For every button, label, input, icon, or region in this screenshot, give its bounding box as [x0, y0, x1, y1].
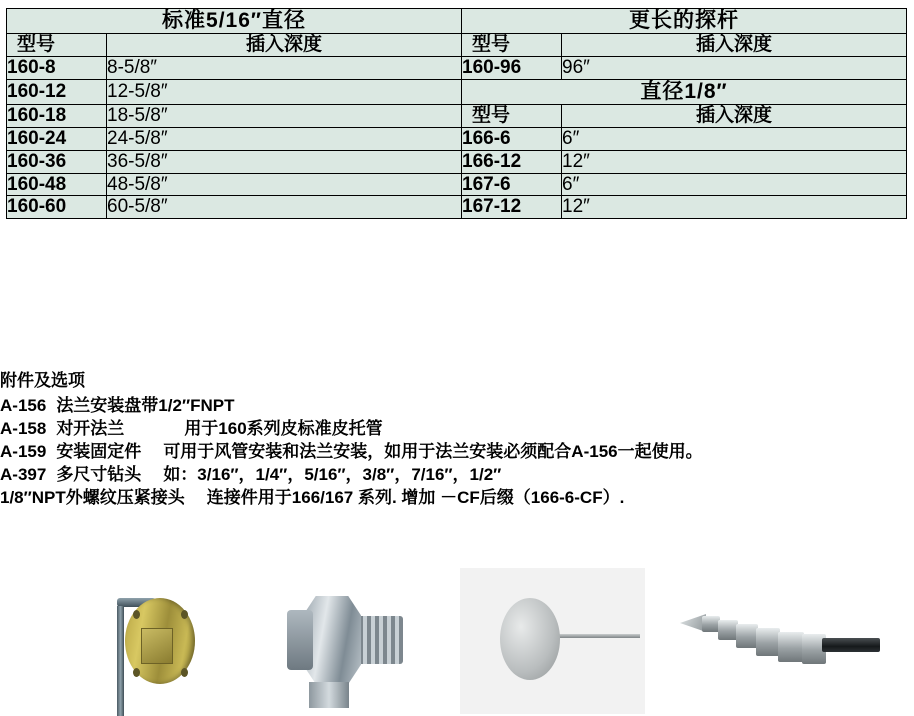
depth-cell: 6″: [562, 173, 907, 196]
mounting-disc: [500, 598, 560, 680]
depth-cell: 12″: [562, 196, 907, 219]
accessory-desc: 如：3/16″，1/4″，5/16″，3/8″，7/16″，1/2″: [163, 465, 502, 485]
depth-cell: 12-5/8″: [107, 79, 462, 104]
model-cell: 160-36: [7, 150, 107, 173]
accessory-code: A-158: [0, 419, 47, 439]
photo-flange-mounting-plate: [55, 576, 235, 716]
right-section-header: 更长的探杆: [462, 9, 907, 34]
product-photo-row: [0, 560, 914, 716]
plate-hole-icon: [133, 610, 140, 619]
accessory-name: 对开法兰: [56, 419, 125, 439]
accessory-item: [0, 441, 914, 464]
table-row: [7, 34, 907, 57]
plate-hole-icon: [133, 668, 140, 677]
fitting-cap: [287, 610, 313, 670]
accessory-item: [0, 464, 914, 487]
photo-step-drill-bit: [680, 586, 880, 696]
model-cell: 167-12: [462, 196, 562, 219]
accessory-name: 多尺寸钻头: [56, 465, 142, 485]
right-col-depth-header-2: 插入深度: [562, 104, 907, 127]
left-col-model-header: 型号: [7, 34, 107, 57]
photo-compression-fitting: [265, 582, 425, 710]
table-row: [7, 150, 907, 173]
accessory-name: 法兰安装盘带1/2″FNPT: [56, 396, 235, 416]
model-cell: 160-60: [7, 196, 107, 219]
drill-shank: [822, 638, 880, 652]
accessory-desc: 可用于风管安装和法兰安装，如用于法兰安装必须配合A-156一起使用。: [163, 442, 703, 462]
model-cell: 160-18: [7, 104, 107, 127]
table-row: [7, 9, 907, 34]
left-section-header: 标准5/16″直径: [7, 9, 462, 34]
table-row: [7, 196, 907, 219]
specification-table: [6, 8, 907, 219]
specification-table-container: [6, 8, 906, 219]
model-cell: 160-24: [7, 127, 107, 150]
threaded-body: [355, 616, 403, 664]
depth-cell: 12″: [562, 150, 907, 173]
probe-rod: [117, 606, 124, 716]
depth-cell: 96″: [562, 56, 907, 79]
depth-cell: 60-5/8″: [107, 196, 462, 219]
right-col-model-header: 型号: [462, 34, 562, 57]
model-cell: 160-12: [7, 79, 107, 104]
accessories-title: 附件及选项: [0, 371, 85, 390]
depth-cell: 36-5/8″: [107, 150, 462, 173]
accessory-item: [0, 487, 914, 510]
table-row: [7, 173, 907, 196]
accessory-desc: 连接件用于166/167 系列. 增加 －CF后缀（166-6-CF）.: [206, 488, 625, 507]
table-row: [7, 56, 907, 79]
depth-cell: 18-5/8″: [107, 104, 462, 127]
table-row: [7, 104, 907, 127]
drill-step: [718, 620, 738, 640]
model-cell: 166-12: [462, 150, 562, 173]
accessory-item: [0, 395, 914, 418]
table-row: [7, 79, 907, 104]
right-col-model-header-2: 型号: [462, 104, 562, 127]
depth-cell: 24-5/8″: [107, 127, 462, 150]
table-row: [7, 127, 907, 150]
right-col-depth-header: 插入深度: [562, 34, 907, 57]
accessory-code: A-159: [0, 442, 47, 462]
depth-cell: 48-5/8″: [107, 173, 462, 196]
model-cell: 167-6: [462, 173, 562, 196]
fitting-stub: [309, 682, 349, 708]
photo-disc-with-probe: [460, 568, 645, 714]
model-cell: 166-6: [462, 127, 562, 150]
accessory-code: A-156: [0, 396, 47, 416]
model-cell: 160-96: [462, 56, 562, 79]
model-cell: 160-48: [7, 173, 107, 196]
model-cell: 160-8: [7, 56, 107, 79]
plate-hole-icon: [181, 668, 188, 677]
accessory-desc: 用于160系列皮标准皮托管: [184, 419, 383, 439]
drill-step: [778, 632, 804, 662]
accessory-item: [0, 418, 914, 441]
accessory-code: 1/8″NPT外螺纹压紧接头: [0, 488, 185, 507]
left-col-depth-header: 插入深度: [107, 34, 462, 57]
drill-step: [736, 624, 758, 648]
plate-hole-icon: [181, 610, 188, 619]
accessory-name: 安装固定件: [56, 442, 142, 462]
drill-step: [756, 628, 780, 656]
depth-cell: 8-5/8″: [107, 56, 462, 79]
depth-cell: 6″: [562, 127, 907, 150]
mounting-bracket: [141, 628, 173, 664]
accessory-code: A-397: [0, 465, 47, 485]
mid-section-header: 直径1/8″: [462, 79, 907, 104]
accessories-section: [0, 370, 914, 510]
